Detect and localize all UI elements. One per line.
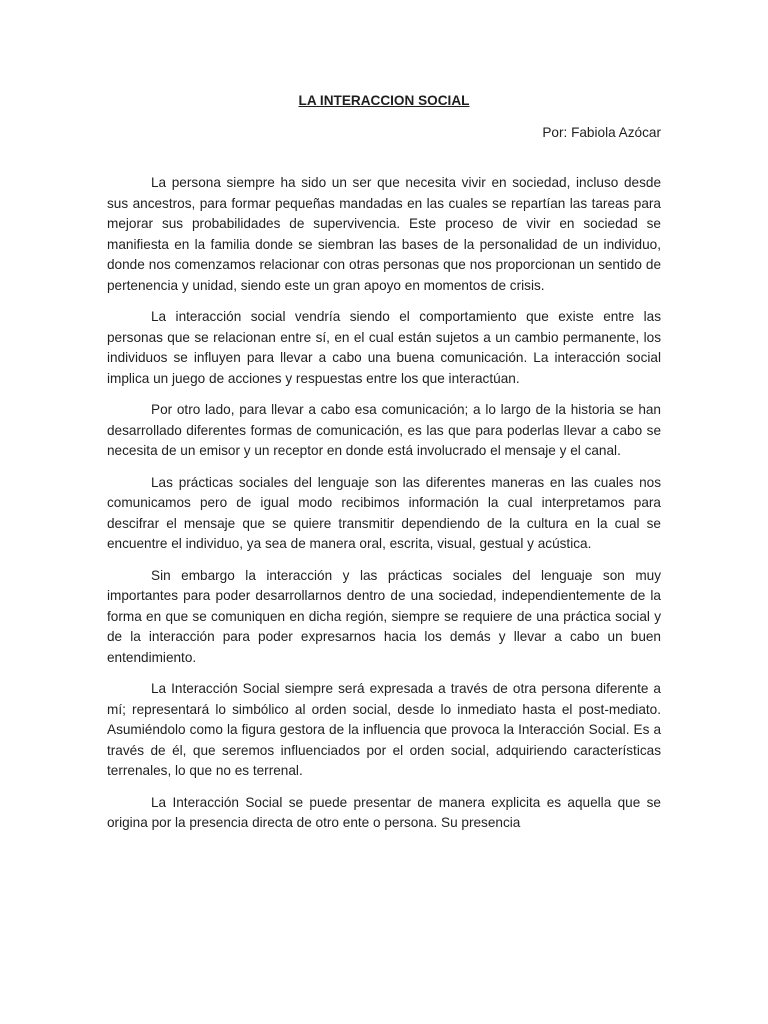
- paragraph: La persona siempre ha sido un ser que necesita vivir en sociedad, incluso desde sus ancestros, para formar pequeñas mandadas en las cuales se repartían las tareas para mejorar sus probabilidades de supervivencia. Este proceso de vivir en sociedad se manifiesta en la familia donde se siembran las bases de la personalidad de un individuo, donde nos comenzamos relacionar con otras personas que nos proporcionan un sentido de pertenencia y unidad, siendo este un gran apoyo en momentos de crisis.: [107, 175, 661, 293]
- paragraph: La interacción social vendría siendo el comportamiento que existe entre las personas que se relacionan entre sí, en el cual están sujetos a un cambio permanente, los individuos se influyen para llevar a cabo una buena comunicación. La interacción social implica un juego de acciones y respuestas entre los que interactúan.: [107, 309, 661, 386]
- document-body: [107, 91, 661, 845]
- paragraph: La Interacción Social siempre será expresada a través de otra persona diferente a mí; representará lo simbólico al orden social, desde lo inmediato hasta el post-mediato. Asumiéndolo como la figura gestora de la influencia que provoca la Interacción Social. Es a través de él, que seremos influenciados por el orden social, adquiriendo características terrenales, lo que no es terrenal.: [107, 681, 661, 778]
- paragraph: Sin embargo la interacción y las prácticas sociales del lenguaje son muy importantes para poder desarrollarnos dentro de una sociedad, independientemente de la forma en que se comuniquen en dicha región, siempre se requiere de una práctica social y de la interacción para poder expresarnos hacia los demás y llevar a cabo un buen entendimiento.: [107, 567, 661, 665]
- paragraph: Por otro lado, para llevar a cabo esa comunicación; a lo largo de la historia se han desarrollado diferentes formas de comunicación, es las que para poderlas llevar a cabo se necesita de un emisor y un receptor en donde está involucrado el mensaje y el canal.: [107, 402, 661, 458]
- document-author: Por: Fabiola Azócar: [542, 124, 661, 140]
- document-title: LA INTERACCION SOCIAL: [298, 93, 470, 108]
- paragraph: Las prácticas sociales del lenguaje son las diferentes maneras en las cuales nos comunicamos pero de igual modo recibimos información la cual interpretamos para descifrar el mensaje que se quiere transmitir dependiendo de la cultura en la cual se encuentre el individuo, ya sea de manera oral, escrita, visual, gestual y acústica.: [107, 474, 661, 551]
- paragraph: La Interacción Social se puede presentar de manera explicita es aquella que se origina por la presencia directa de otro ente o persona. Su presencia: [107, 794, 661, 830]
